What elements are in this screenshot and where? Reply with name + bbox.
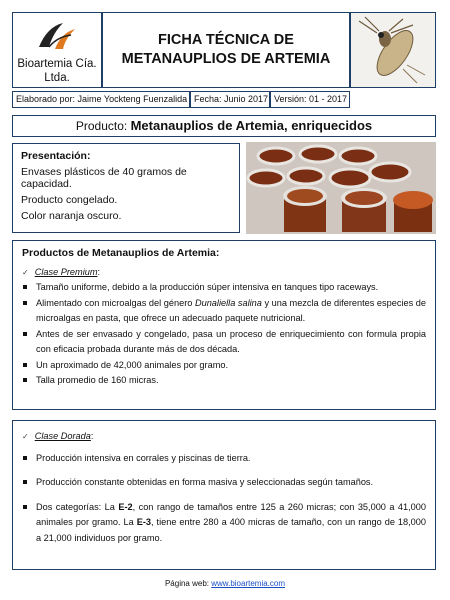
list-item: Producción constante obtenidas en forma masiva y seleccionadas según tamaños. [22, 475, 426, 491]
presentation-line: Producto congelado. [21, 194, 118, 206]
gold-class-label: Clase Dorada [34, 431, 91, 441]
presentation-line: Color naranja oscuro. [21, 210, 122, 222]
product-containers-photo [246, 142, 436, 234]
presentation-box [12, 143, 240, 233]
products-box [12, 240, 436, 410]
presentation-line: Envases plásticos de 40 gramos de capacidad. [21, 166, 187, 190]
premium-class-colon: : [97, 266, 101, 277]
premium-class-heading [22, 265, 426, 281]
list-item: Tamaño uniforme, debido a la producción súper intensiva en tanques tipo raceways. [22, 280, 426, 296]
list-item: Antes de ser envasado y congelado, pasa un proceso de enriquecimiento con formula propia con eficacia probada durante más de dos década. [22, 327, 426, 358]
author-field: Elaborado por: Jaime Yockteng Fuenzalida [12, 91, 190, 108]
list-item: Producción intensiva en corrales y piscinas de tierra. [22, 451, 426, 467]
document-title-box [102, 12, 350, 88]
checkmark-icon: ✓ [22, 267, 29, 277]
gold-class-box [12, 420, 436, 570]
category-e2: E-2 [118, 501, 133, 512]
presentation-title: Presentación: [21, 150, 91, 162]
metanauplius-photo [350, 12, 436, 88]
title-line-2: METANAUPLIOS DE ARTEMIA [121, 51, 331, 67]
containers-image [246, 142, 436, 234]
footer-label: Página web: [164, 579, 212, 588]
checkmark-icon: ✓ [22, 432, 29, 441]
version-field: Versión: 01 - 2017 [270, 91, 350, 108]
title-line-1: FICHA TÉCNICA DE [158, 32, 294, 48]
list-item: Un aproximado de 42,000 animales por gramo. [22, 358, 426, 374]
date-field: Fecha: Junio 2017 [190, 91, 270, 108]
category-e3: E-3 [136, 517, 152, 527]
list-item-text: Alimentado con microalgas del género [36, 297, 195, 308]
premium-class-label: Clase Premium [34, 266, 98, 277]
product-name: Metanauplios de Artemia, enriquecidos [130, 118, 373, 133]
footer [0, 579, 450, 588]
species-name: Dunaliella salina [194, 297, 262, 308]
product-label: Producto: [75, 119, 128, 133]
product-heading-box [12, 115, 436, 137]
website-link[interactable]: www.bioartemia.com [211, 579, 286, 588]
list-item: Talla promedio de 160 micras. [22, 373, 426, 389]
gold-class-heading [22, 429, 426, 445]
company-name: Bioartemia Cía. Ltda. [17, 58, 97, 84]
artemia-logo-icon [35, 19, 81, 53]
list-item-text: , con rango de tamaños entre 125 a 260 micras; con 35,000 a 41,000 animales por gramo. La [36, 501, 426, 527]
gold-list [22, 451, 426, 547]
list-item-text: y una mezcla de diferentes especies de microalgas en pasta, que ofrece un adecuado paquete nutricional. [36, 297, 426, 323]
company-logo-box [12, 12, 102, 88]
list-item-text: Dos categorías: La [36, 501, 119, 512]
list-item-text: , tiene entre 280 a 400 micras de tamaño, con un rango de 18,000 a 21,000 individuos por gramo. [36, 517, 426, 543]
document-title [122, 31, 331, 69]
metanauplius-image [351, 13, 436, 88]
list-item [22, 296, 426, 327]
list-item [22, 500, 426, 547]
gold-class-colon: : [90, 431, 94, 441]
premium-list [22, 280, 426, 389]
products-title: Productos de Metanauplios de Artemia: [22, 247, 220, 259]
